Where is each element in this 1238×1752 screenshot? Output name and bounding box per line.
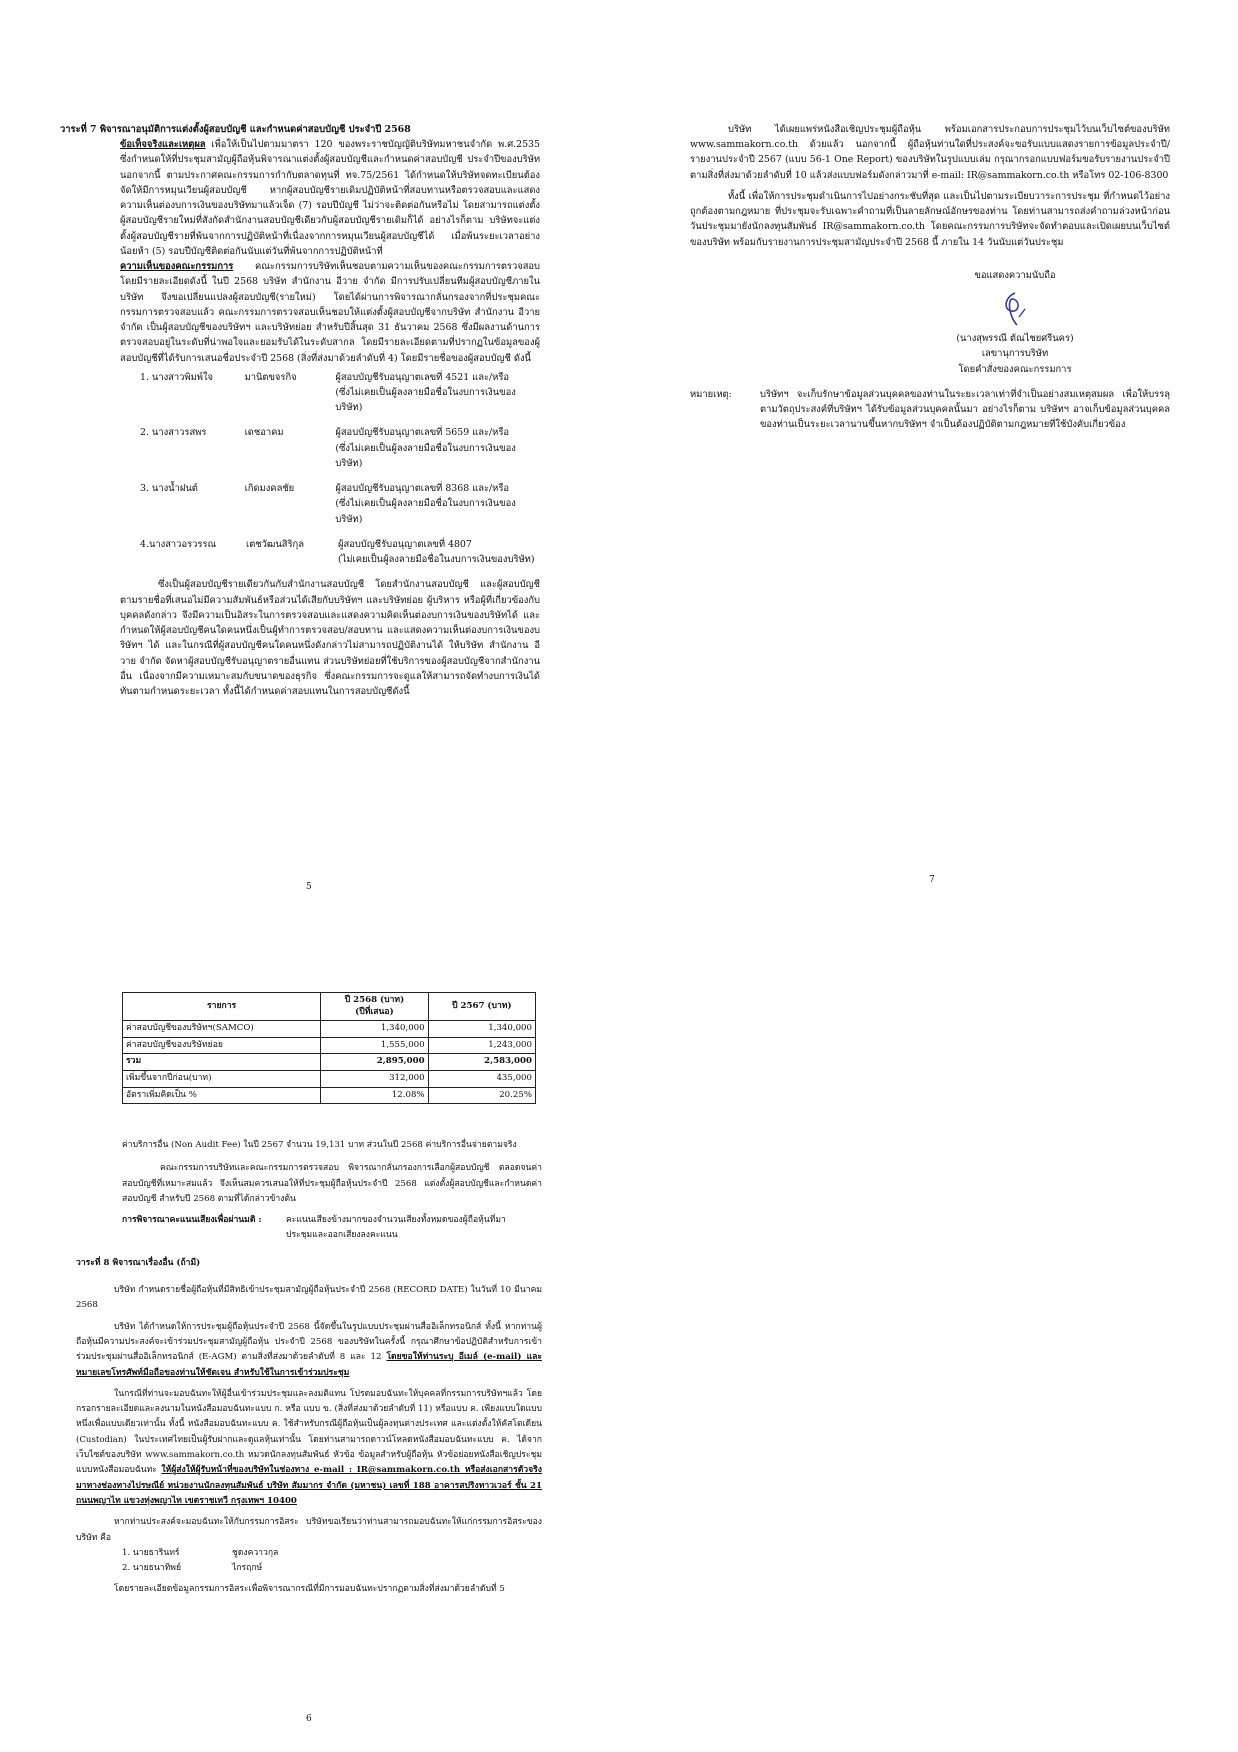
auditor-note: (ซึ่งไม่เคยเป็นผู้ลงลายมือชื่อในงบการเงินของบริษัท) — [335, 442, 516, 469]
agenda-7-heading: วาระที่ 7 พิจารณาอนุมัติการแต่งตั้งผู้สอบบัญชี และกำหนดค่าสอบบัญชี ประจำปี 2568 — [60, 124, 411, 135]
bottom-page-text — [76, 1138, 542, 1598]
facts-paragraph — [70, 137, 540, 259]
auditor-item — [140, 537, 540, 567]
remark-label: หมายเหตุ: — [690, 388, 732, 400]
e-agm-emphasis: โดยขอให้ท่านระบุ อีเมล์ (e-mail) และหมายเลขโทรศัพท์มือถือของท่านให้ชัดเจน สำหรับใช้ในการเข้าร่วมประชุม — [76, 1352, 542, 1378]
table-row-total — [123, 1054, 536, 1071]
auditor-closing-paragraph: ซึ่งเป็นผู้สอบบัญชีรายเดียวกันกับสำนักงานสอบบัญชี โดยสำนักงานสอบบัญชี และผู้สอบบัญชีตามรายชื่อที่เสนอไม่มีความสัมพันธ์หรือส่วนได้เสียกับบริษัทฯ และบริษัทย่อย ผู้บริหาร หรือผู้ที่เกี่ยวข้องกับบุคคลดังกล่าว จึงมีความเป็นอิสระในการตรวจสอบและแสดงความคิดเห็นต่องบการเงินของบริษัทได้ และกำหนดให้ผู้สอบบัญชีคนใดคนหนึ่งเป็นผู้ทำการตรวจสอบ/สอบทาน และแสดงความเห็นต่องบการเงินของบริษัทฯ ได้ และในกรณีที่ผู้สอบบัญชีคนใดคนหนึ่งดังกล่าวไม่สามารถปฏิบัติงานได้ ให้บริษัท สำนักงาน อีวาย จำกัด จัดหาผู้สอบบัญชีรับอนุญาตรายอื่นแทน ส่วนบริษัทย่อยที่ใช้บริการของผู้สอบบัญชีจากสำนักงานอื่น เนื่องจากมีความเหมาะสมกับขนาดของธุรกิจ ซึ่งคณะกรรมการจะดูแลให้สามารถจัดทำงบการเงินได้ทันตามกำหนดระยะเวลา ทั้งนี้ได้กำหนดค่าสอบแทนในการสอบบัญชีดังนี้ — [120, 579, 540, 697]
table-cell: ค่าสอบบัญชีของบริษัทย่อย — [123, 1037, 321, 1054]
proxy-paragraph — [76, 1387, 542, 1509]
column-header-text: ปี 2568 (บาท) — [344, 995, 405, 1005]
table-cell: 2,583,000 — [428, 1054, 535, 1071]
signer-title: เลขานุการบริษัท — [981, 348, 1049, 360]
audit-fee-table — [122, 992, 536, 1104]
auditor-item — [140, 425, 540, 471]
e-agm-text: บริษัท ได้กำหนดให้การประชุมผู้ถือหุ้นประจำปี 2568 นี้จัดขึ้นในรูปแบบประชุมผ่านสื่ออิเล็กทรอนิกส์ ทั้งนี้ หากท่านผู้ถือหุ้นมีความประสงค์จะเข้าร่วมประชุมสามัญผู้ถือหุ้น ประจำปี 2568 ของบริษัทในครั้งนี้ กรุณาศึกษาข้อปฏิบัติสำหรับการเข้าร่วมประชุมผ่านสื่ออิเล็กทรอนิกส์ (E-AGM) ตามสิ่งที่ส่งมาด้วยลำดับที่ 8 และ 12 — [76, 1321, 542, 1363]
auditor-last-name: เตชวัฒนสิริกุล — [246, 538, 304, 550]
non-audit-fee-text: ค่าบริการอื่น (Non Audit Fee) ในปี 2567 จำนวน 19,131 บาท ส่วนในปี 2568 ค่าบริการอื่นจ่ายตามจริง — [122, 1140, 517, 1150]
director-details-paragraph: โดยรายละเอียดข้อมูลกรรมการอิสระเพื่อพิจารณากรณีที่มีการมอบฉันทะปรากฏตามสิ่งที่ส่งมาด้วยลำดับที่ 5 — [114, 1584, 505, 1595]
auditor-list — [70, 370, 540, 568]
signature-image — [995, 287, 1035, 331]
list-item — [122, 1561, 542, 1576]
auditor-last-name: เกิดมงคลชัย — [244, 483, 295, 495]
auditor-note: (ซึ่งไม่เคยเป็นผู้ลงลายมือชื่อในงบการเงินของบริษัท) — [335, 498, 516, 525]
signature-block — [690, 268, 1170, 377]
column-subheader: (ปีที่เสนอ) — [355, 1006, 394, 1017]
facts-text: เพื่อให้เป็นไปตามมาตรา 120 ของพระราชบัญญัติบริษัทมหาชนจำกัด พ.ศ.2535 ซึ่งกำหนดให้ที่ประชุมสามัญผู้ถือหุ้นพิจารณาแต่งตั้งผู้สอบบัญชีและกำหนดค่าสอบบัญชี ประจำปีของบริษัท นอกจากนี้ ตามประกาศคณะกรรมการกำกับตลาดทุนที่ ทจ.75/2561 ได้กำหนดให้บริษัทจดทะเบียนต้องจัดให้มีการหมุนเวียนผู้สอบบัญชี หากผู้สอบบัญชีรายเดิมปฏิบัติหน้าที่สอบทานหรือตรวจสอบและแสดงความเห็นต่องบการเงินของบริษัทมาแล้วเจ็ด (7) รอบปีบัญชี ไม่ว่าจะติดต่อกันหรือไม่ โดยสามารถแต่งตั้งผู้สอบบัญชีรายใหม่ที่สังกัดสำนักงานสอบบัญชีเดียวกับผู้สอบบัญชีรายเดิมก็ได้ อย่างไรก็ตาม บริษัทจะแต่งตั้งผู้สอบบัญชีรายที่พ้นจากการปฏิบัติหน้าที่เนื่องจากการหมุนเวียนผู้สอบบัญชีได้ เมื่อพ้นระยะเวลาอย่างน้อยห้า (5) รอบปีบัญชีติดต่อกันนับแต่วันที่พ้นจากการปฏิบัติหน้าที่ — [120, 139, 540, 257]
auditor-last-name: มานิตขจรกิจ — [244, 371, 297, 383]
remark-block — [690, 387, 1170, 433]
table-cell: 1,340,000 — [428, 1021, 535, 1038]
table-cell: รวม — [123, 1054, 321, 1071]
vote-label: การพิจารณาคะแนนเสียงเพื่อผ่านมติ : — [122, 1215, 262, 1226]
questions-paragraph: ทั้งนี้ เพื่อให้การประชุมดำเนินการไปอย่างกระชับที่สุด และเป็นไปตามระเบียบวาระการประชุม ที่กำหนดไว้อย่างถูกต้องตามกฎหมาย ที่ประชุมจะรับเฉพาะคำถามที่เป็นลายลักษณ์อักษรของท่าน โดยท่านสามารถส่งคำถามล่วงหน้าก่อนวันประชุมมายังนักลงทุนสัมพันธ์ IR@sammakorn.co.th โดยคณะกรรมการบริษัทจะจัดทำตอบและเปิดเผยบนเว็บไซต์ของบริษัท พร้อมกับรายงานการประชุมสามัญประจำปี 2568 นี้ ภายใน 14 วันนับแต่วันประชุม — [690, 190, 1170, 248]
remark-text: บริษัทฯ จะเก็บรักษาข้อมูลส่วนบุคคลของท่านในระยะเวลาเท่าที่จำเป็นอย่างสมเหตุสมผล เพื่อให้บรรลุตามวัตถุประสงค์ที่บริษัทฯ ได้รับข้อมูลส่วนบุคคลนั้นมา อย่างไรก็ตาม บริษัทฯ อาจเก็บข้อมูลส่วนบุคคลของท่านเป็นระยะเวลานานขึ้นหากบริษัทฯ จำเป็นต้องปฏิบัติตามกฎหมายที่ใช้บังคับเกี่ยวข้อง — [760, 388, 1170, 431]
page-number: 5 — [306, 882, 312, 892]
table-cell: 2,895,000 — [321, 1054, 428, 1071]
table-cell: ค่าสอบบัญชีของบริษัทฯ(SAMCO) — [123, 1021, 321, 1038]
table-row — [123, 1070, 536, 1087]
auditor-first-name: 3. นางน้ำฝนต์ — [140, 483, 198, 495]
independent-director-list — [76, 1546, 542, 1577]
proxy-text: ในกรณีที่ท่านจะมอบฉันทะให้ผู้อื่นเข้าร่วมประชุมและลงมติแทน โปรดมอบฉันทะให้บุคคลที่กรรมการบริษัทฯแล้ว โดยกรอกรายละเอียดและลงนามในหนังสือมอบฉันทะแบบ ก. หรือ แบบ ข. (สิ่งที่ส่งมาด้วยลำดับที่ 11) หรือแบบ ค. เพียงแบบใดแบบหนึ่งเพื่อแบบเดียวเท่านั้น ทั้งนี้ หนังสือมอบฉันทะแบบ ค. ใช้สำหรับกรณีผู้ถือหุ้นเป็นผู้ลงทุนต่างประเทศ และแต่งตั้งให้คัสโตเดียน (Custodian) ในประเทศไทยเป็นผู้รับฝากและดูแลหุ้นเท่านั้น โดยท่านสามารถดาวน์โหลดหนังสือมอบฉันทะแบบ ค. ได้จากเว็บไซต์ของบริษัท www.sammakorn.co.th หมวดนักลงทุนสัมพันธ์ หัวข้อ ข้อมูลสำหรับผู้ถือหุ้น หัวข้อย่อยหนังสือเชิญประชุม แบบหนังสือมอบฉันทะ — [76, 1388, 542, 1476]
table-cell: 312,000 — [321, 1070, 428, 1087]
auditor-license: ผู้สอบบัญชีรับอนุญาตเลขที่ 8368 และ/หรือ — [335, 483, 509, 495]
board-paragraph: คณะกรรมการบริษัทและคณะกรรมการตรวจสอบ พิจารณากลั่นกรองการเลือกผู้สอบบัญชี ตลอดจนค่าสอบบัญชีที่เหมาะสมแล้ว จึงเห็นสมควรเสนอให้ที่ประชุมผู้ถือหุ้นประจำปี 2568 แต่งตั้งผู้สอบบัญชีและกำหนดค่าสอบบัญชี สำหรับปี 2568 ตามที่ได้กล่าวข้างต้น — [122, 1163, 542, 1204]
signer-name: (นางสุพรรณี ตัณไชยศรีนคร) — [956, 333, 1074, 345]
table-cell: เพิ่มขึ้นจากปีก่อน(บาท) — [123, 1070, 321, 1087]
auditor-first-name: 4.นางสาวอรวรรณ — [140, 538, 217, 550]
auditor-note: (ซึ่งไม่เคยเป็นผู้ลงลายมือชื่อในงบการเงินของบริษัท) — [335, 386, 516, 414]
column-header — [321, 993, 428, 1021]
facts-label: ข้อเท็จจริงและเหตุผล — [120, 139, 206, 151]
publication-paragraph: บริษัท ได้เผยแพร่หนังสือเชิญประชุมผู้ถือหุ้น พร้อมเอกสารประกอบการประชุมไว้บนเว็บไซต์ของบริษัท www.sammakorn.co.th ด้วยแล้ว นอกจากนี้ ผู้ถือหุ้นท่านใดที่ประสงค์จะขอรับแบบแสดงรายการข้อมูลประจำปี/รายงานประจำปี 2567 (แบบ 56-1 One Report) ของบริษัทในรูปแบบเล่ม กรุณากรอกแบบฟอร์มขอรับรายงานประจำปี ตามสิ่งที่ส่งมาด้วยลำดับที่ 10 แล้วส่งแบบฟอร์มดังกล่าวมาที่ e-mail: IR@sammakorn.co.th หรือโทร 02-106-8300 — [690, 124, 1170, 181]
table-row — [123, 1021, 536, 1038]
list-item — [122, 1546, 542, 1561]
independent-director-paragraph: หากท่านประสงค์จะมอบฉันทะให้กับกรรมการอิสระ บริษัทขอเรียนว่าท่านสามารถมอบฉันทะให้แก่กรรมการอิสระของบริษัท คือ — [76, 1517, 542, 1543]
auditor-item — [140, 481, 540, 527]
table-header-row — [123, 993, 536, 1021]
table-cell: 435,000 — [428, 1070, 535, 1087]
director-name: 1. นายธารินทร์ — [122, 1547, 180, 1558]
director-surname: ชูดงควาวกุล — [232, 1547, 279, 1558]
opinion-paragraph — [70, 259, 540, 366]
auditor-last-name: เดชอาคม — [244, 427, 284, 439]
record-date-paragraph: บริษัท กำหนดรายชื่อผู้ถือหุ้นที่มีสิทธิเข้าประชุมสามัญผู้ถือหุ้นประจำปี 2568 (RECORD DATE) ในวันที่ 10 มีนาคม 2568 — [76, 1285, 542, 1311]
e-agm-paragraph — [76, 1320, 542, 1381]
page-number: 7 — [929, 875, 935, 885]
left-page — [60, 122, 540, 699]
auditor-first-name: 1. นางสาวพิมพ์ใจ — [140, 371, 214, 383]
proxy-emphasis: ให้ผู้ส่งให้ผู้รับหน้าที่ของบริษัทในช่องทาง e-mail : IR@sammakorn.co.th หรือส่งเอกสารตัวจริงมาทางช่องทางไปรษณีย์ หน่วยงานนักลงทุนสัมพันธ์ บริษัท สัมมากร จำกัด (มหาชน) เลขที่ 188 อาคารสปริงทาวเวอร์ ชั้น 21 ถนนพญาไท แขวงทุ่งพญาไท เขตราชเทวี กรุงเทพฯ 10400 — [76, 1465, 542, 1506]
table-cell: 1,243,000 — [428, 1037, 535, 1054]
opinion-label: ความเห็นของคณะกรรมการ — [120, 261, 234, 273]
audit-fee-table-wrap — [122, 992, 536, 1104]
column-header: รายการ — [123, 993, 321, 1021]
regards-text: ขอแสดงความนับถือ — [974, 269, 1056, 281]
page-number: 6 — [306, 1714, 312, 1724]
table-cell: อัตราเพิ่มคิดเป็น % — [123, 1087, 321, 1104]
opinion-text: คณะกรรมการบริษัทเห็นชอบตามความเห็นของคณะกรรมการตรวจสอบ โดยมีรายละเอียดดังนี้ ในปี 2568 บริษัท สำนักงาน อีวาย จำกัด มีการปรับเปลี่ยนทีมผู้สอบบัญชีภายในบริษัท จึงขอเปลี่ยนแปลงผู้สอบบัญชี(รายใหม่) โดยได้ผ่านการพิจารณากลั่นกรองจากที่ประชุมคณะกรรมการตรวจสอบแล้ว คณะกรรมการตรวจสอบเห็นชอบให้แต่งตั้งผู้สอบบัญชีจากบริษัท สำนักงาน อีวาย จำกัด เป็นผู้สอบบัญชีของบริษัทฯ และบริษัทย่อย สำหรับปีสิ้นสุด 31 ธันวาคม 2568 ซึ่งมีผลงานด้านการตรวจสอบอยู่ในระดับที่น่าพอใจและยอมรับได้ในระดับสากล โดยมีรายละเอียดตามที่ปรากฏในข้อมูลของผู้สอบบัญชีที่ได้รับการเสนอชื่อประจำปี 2568 (สิ่งที่ส่งมาด้วยลำดับที่ 4) โดยมีรายชื่อของผู้สอบบัญชี ดังนี้ — [120, 261, 540, 364]
auditor-first-name: 2. นางสาวรสพร — [140, 427, 207, 439]
auditor-license: ผู้สอบบัญชีรับอนุญาตเลขที่ 5659 และ/หรือ — [335, 427, 509, 439]
table-cell: 12.08% — [321, 1087, 428, 1104]
agenda-8-heading: วาระที่ 8 พิจารณาเรื่องอื่น (ถ้ามี) — [76, 1257, 201, 1268]
table-row — [123, 1037, 536, 1054]
vote-text: คะแนนเสียงข้างมากของจำนวนเสียงทั้งหมดของผู้ถือหุ้นที่มาประชุมและออกเสียงลงคะแนน — [286, 1215, 506, 1241]
vote-block — [76, 1213, 542, 1244]
director-name: 2. นายธนาทิพย์ — [122, 1563, 181, 1574]
column-header: ปี 2567 (บาท) — [428, 993, 535, 1021]
auditor-note: (ไม่เคยเป็นผู้ลงลายมือชื่อในงบการเงินของบริษัท) — [338, 554, 535, 566]
table-cell: 1,340,000 — [321, 1021, 428, 1038]
auditor-license: ผู้สอบบัญชีรับอนุญาตเลขที่ 4521 และ/หรือ — [335, 371, 509, 383]
auditor-item — [140, 370, 540, 416]
table-cell: 20.25% — [428, 1087, 535, 1104]
table-row — [123, 1087, 536, 1104]
signer-order: โดยคำสั่งของคณะกรรมการ — [958, 363, 1072, 375]
auditor-license: ผู้สอบบัญชีรับอนุญาตเลขที่ 4807 — [338, 538, 472, 550]
right-page — [690, 122, 1170, 433]
table-cell: 1,555,000 — [321, 1037, 428, 1054]
director-surname: ไกรฤกษ์ — [232, 1563, 263, 1574]
